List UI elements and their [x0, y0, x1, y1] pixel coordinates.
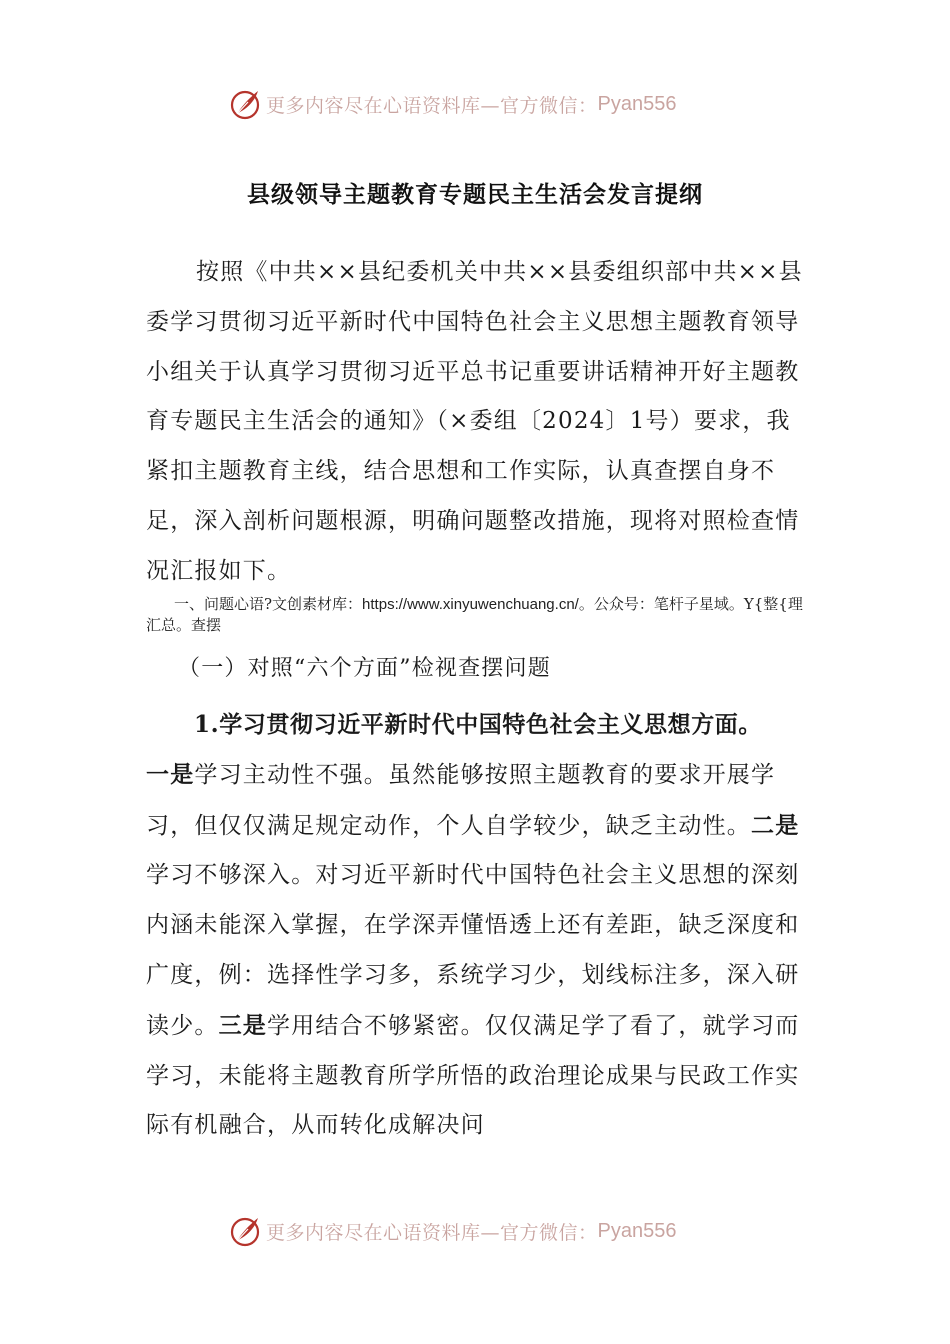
document-title: 县级领导主题教育专题民主生活会发言提纲 [247, 181, 703, 208]
point-2-text: 学习不够深入。对习近平新时代中国特色社会主义思想的深刻内涵未能深入掌握，在学深弄懂悟透上还有差距，缺乏深度和广度，例：选择性学习多，系统学习少，划线标注多，深入研读少。 [146, 862, 800, 1039]
watermark-text: 更多内容尽在心语资料库—官方微信： [266, 1221, 598, 1244]
point-1-text: 学习主动性不强。虽然能够按照主题教育的要求开展学习，但仅仅满足规定动作，个人自学较少，缺乏主动性。 [146, 761, 776, 839]
watermark-text: 更多内容尽在心语资料库—官方微信： [266, 94, 598, 117]
subheading: （一）对照“六个方面”检视查摆问题 [178, 656, 551, 681]
quill-pen-logo-icon [228, 1214, 262, 1248]
section-body [146, 700, 806, 1151]
intro-paragraph: 按照《中共××县纪委机关中共××县委组织部中共××县委学习贯彻习近平新时代中国特色社会主义思想主题教育领导小组关于认真学习贯彻习近平总书记重要讲话精神开好主题教育专题民主生活会的通知》（×委组〔2024〕1号）要求，我紧扣主题教育主线，结合思想和工作实际，认真查摆自身不足，深入剖析问题根源，明确问题整改措施，现将对照检查情况汇报如下。 [146, 259, 803, 584]
watermark-header [228, 84, 676, 124]
note-prefix: 一、问题心语?文创素材库： [174, 595, 363, 613]
point-2-label: 二是 [751, 811, 800, 839]
point-3-label: 三是 [218, 1011, 268, 1039]
watermark-wechat-id: Pyan556 [597, 92, 677, 115]
quill-pen-logo-icon [228, 87, 262, 121]
note-url: https://www.xinyuwenchuang.cn/ [362, 596, 579, 613]
point-1-label: 一是 [146, 760, 195, 788]
note-suffix: 。公众号：笔杆子星域。Y{整{理汇总。查摆 [146, 595, 803, 634]
point-3-text: 学用结合不够紧密。仅仅满足学了看了，就学习而学习，未能将主题教育所学所悟的政治理论成果与民政工作实际有机融合，从而转化成解决问 [146, 1012, 800, 1139]
watermark-footer [228, 1211, 676, 1251]
section-heading: 1.学习贯彻习近平新时代中国特色社会主义思想方面。 [194, 711, 763, 738]
source-note [146, 594, 806, 636]
watermark-wechat-id: Pyan556 [597, 1219, 677, 1242]
